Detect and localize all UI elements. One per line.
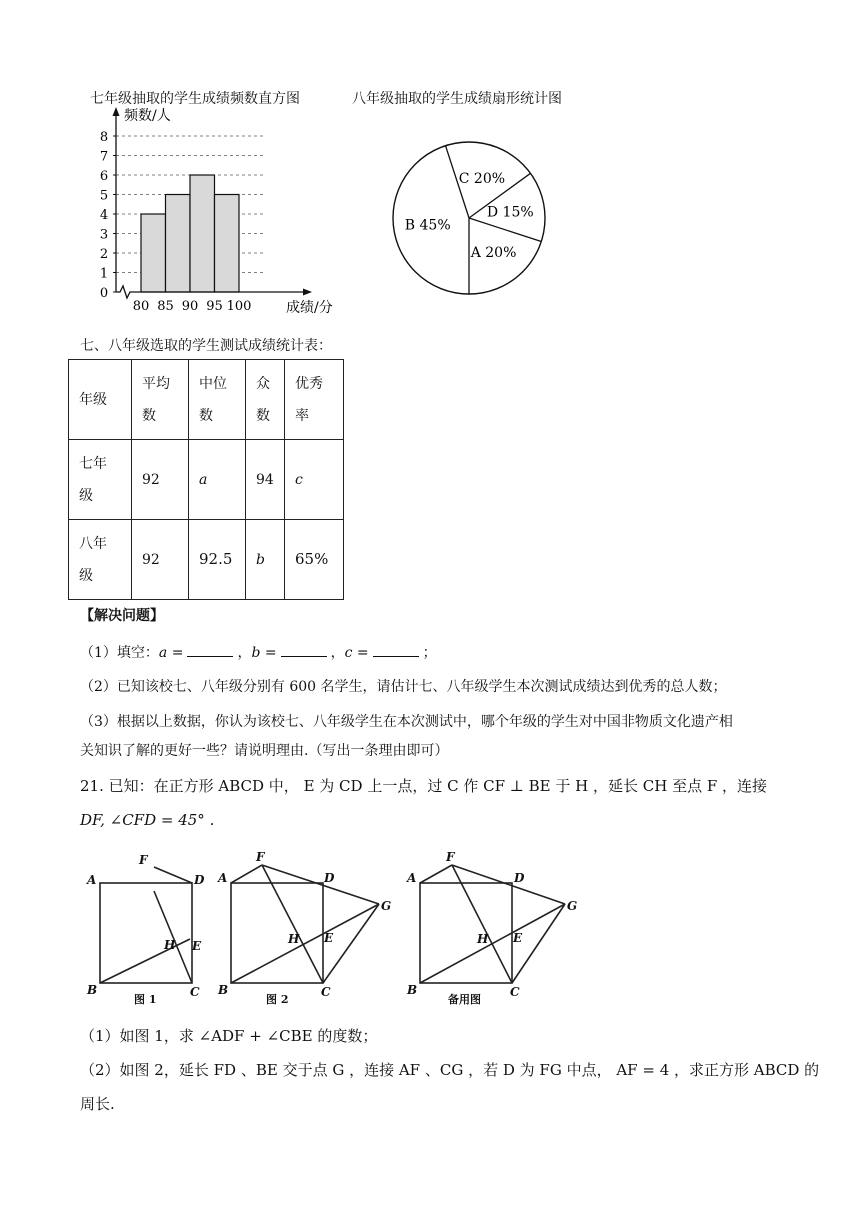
label-d: D — [324, 871, 335, 885]
pie-caption: 八年级抽取的学生成绩扇形统计图 — [352, 91, 562, 107]
label-a: A — [218, 871, 228, 885]
q21-part1: （1）如图 1，求 ∠ADF + ∠CBE 的度数； — [80, 1027, 378, 1045]
table-cell — [246, 520, 285, 600]
label-b: B — [407, 983, 418, 997]
table-cell — [69, 440, 132, 520]
table-cell — [132, 520, 189, 600]
table-cell — [246, 440, 285, 520]
table-row — [69, 440, 344, 520]
table-row — [69, 520, 344, 600]
label-c: C — [321, 985, 331, 999]
figure-1 — [100, 867, 192, 983]
q21-part2-line2: 周长. — [80, 1095, 115, 1113]
q20-part2: （2）已知该校七、八年级分别有 600 名学生，请估计七、八年级学生本次测试成绩达到优秀的总人数； — [80, 679, 727, 695]
label-a: A — [407, 871, 417, 885]
header-cell — [132, 360, 189, 440]
y-tick-label: 7 — [99, 149, 109, 165]
y-tick-label: 6 — [99, 169, 109, 184]
figure-2-caption: 图 2 — [266, 993, 289, 1006]
figure-backup — [420, 865, 565, 983]
pie-slice-label: D 15% — [486, 204, 534, 221]
label-d: D — [194, 873, 205, 887]
label-c: C — [190, 985, 200, 999]
label-b: B — [87, 983, 98, 997]
table-cell — [189, 440, 246, 520]
segment-df — [154, 867, 192, 883]
q20-p1-prefix: （1）填空： — [80, 645, 159, 661]
header-cell — [285, 360, 344, 440]
label-e: E — [192, 939, 202, 953]
y-tick-label: 5 — [99, 188, 109, 204]
stats-table — [68, 359, 344, 600]
header-median: 中位数 — [199, 375, 227, 424]
q21-part2-line1: （2）如图 2，延长 FD 、BE 交于点 G ，连接 AF 、CG ，若 D 为 FG 中点， AF = 4 ，求正方形 ABCD 的 — [80, 1061, 820, 1079]
figure-2 — [231, 865, 379, 983]
y-axis-arrow-icon — [113, 107, 120, 116]
blank-c — [373, 656, 419, 657]
y-tick-label: 3 — [99, 227, 109, 243]
segment-bg — [420, 904, 565, 983]
pie-slice-label: A 20% — [470, 244, 517, 261]
cell-grade7-mean: 92 — [142, 471, 160, 488]
square-abcd — [100, 883, 192, 983]
square-abcd — [420, 883, 512, 983]
square-abcd — [231, 883, 323, 983]
label-d: D — [514, 871, 525, 885]
q20-part1 — [80, 643, 437, 663]
x-tick-label: 90 — [181, 299, 199, 314]
label-c: C — [510, 985, 520, 999]
figure-backup-caption: 备用图 — [448, 993, 481, 1006]
label-e: E — [324, 931, 334, 945]
label-b: B — [218, 983, 229, 997]
x-tick-label: 95 — [206, 299, 223, 314]
histogram-bar — [141, 214, 166, 292]
cell-grade8-mode: b — [256, 551, 265, 568]
cell-grade8-mean: 92 — [142, 551, 160, 568]
x-tick-label: 80 — [132, 299, 150, 314]
q20-part3-line2: 关知识了解的更好一些？请说明理由.（写出一条理由即可） — [80, 743, 449, 759]
segment-bg — [231, 904, 379, 983]
segment-cf — [154, 891, 192, 983]
histogram-bar — [166, 195, 191, 293]
geometry-figures — [84, 846, 604, 1006]
y-tick-label: 8 — [99, 130, 109, 145]
segment-af — [420, 865, 452, 883]
q20-p1-c: c = — [344, 645, 369, 661]
header-grade: 年级 — [79, 391, 107, 408]
label-f: F — [139, 853, 148, 867]
q20-p1-b: b = — [251, 645, 277, 661]
q20-p1-sep: ， — [237, 645, 252, 661]
q20-p1-sep: ， — [330, 645, 345, 661]
cell-grade8-median: 92.5 — [199, 550, 233, 568]
histogram-caption: 七年级抽取的学生成绩频数直方图 — [90, 91, 300, 107]
x-tick-label: 100 — [226, 299, 252, 314]
y-tick-label: 2 — [99, 247, 109, 262]
q21-line2: DF, ∠CFD = 45° . — [80, 811, 215, 829]
label-e: E — [513, 931, 523, 945]
header-mode: 众数 — [256, 375, 270, 424]
label-h: H — [164, 938, 176, 952]
table-title: 七、八年级选取的学生测试成绩统计表： — [80, 338, 332, 354]
label-g: G — [381, 899, 392, 913]
label-f: F — [446, 850, 455, 864]
cell-grade7-rate: c — [295, 471, 303, 488]
section-heading: 【解决问题】 — [80, 608, 164, 624]
table-cell — [132, 440, 189, 520]
header-cell — [189, 360, 246, 440]
header-excellent-rate: 优秀率 — [295, 375, 323, 424]
table-cell — [189, 520, 246, 600]
header-cell — [69, 360, 132, 440]
pie-chart — [388, 138, 552, 302]
blank-b — [281, 656, 327, 657]
label-a: A — [87, 873, 97, 887]
label-g: G — [567, 899, 578, 913]
histogram-chart — [90, 102, 360, 320]
cell-grade7: 七年级 — [79, 455, 107, 504]
segment-af — [231, 865, 262, 883]
table-cell — [285, 440, 344, 520]
pie-slice-label: C 20% — [458, 171, 506, 188]
x-axis-arrow-icon — [303, 289, 312, 296]
label-h: H — [288, 932, 300, 946]
figure-1-caption: 图 1 — [134, 993, 157, 1006]
pie-slice-label: B 45% — [404, 217, 451, 234]
cell-grade7-median: a — [199, 471, 208, 488]
header-cell — [246, 360, 285, 440]
q21-line1: 21. 已知：在正方形 ABCD 中， E 为 CD 上一点，过 C 作 CF ⊥ BE 于 H ，延长 CH 至点 F ，连接 — [80, 777, 768, 795]
q20-p1-a: a = — [158, 645, 184, 661]
table-cell — [69, 520, 132, 600]
header-mean: 平均数 — [142, 375, 170, 424]
histogram-bar — [215, 195, 240, 293]
y-tick-label: 4 — [99, 208, 109, 223]
cell-grade8: 八年级 — [79, 535, 107, 584]
cell-grade8-rate: 65% — [295, 550, 329, 568]
x-tick-label: 85 — [157, 299, 174, 314]
y-axis-label: 频数/人 — [124, 108, 171, 124]
label-h: H — [477, 932, 489, 946]
q20-p1-end: ； — [422, 645, 437, 661]
cell-grade7-mode: 94 — [256, 471, 274, 488]
table-cell — [285, 520, 344, 600]
y-tick-label: 0 — [99, 286, 109, 301]
y-tick-label: 1 — [99, 266, 109, 282]
label-f: F — [256, 850, 265, 864]
histogram-bar — [190, 175, 215, 292]
blank-a — [187, 656, 233, 657]
q20-part3-line1: （3）根据以上数据，你认为该校七、八年级学生在本次测试中，哪个年级的学生对中国非物质文化遗产相 — [80, 714, 733, 730]
table-header-row — [69, 360, 344, 440]
x-axis-label: 成绩/分 — [286, 300, 333, 316]
